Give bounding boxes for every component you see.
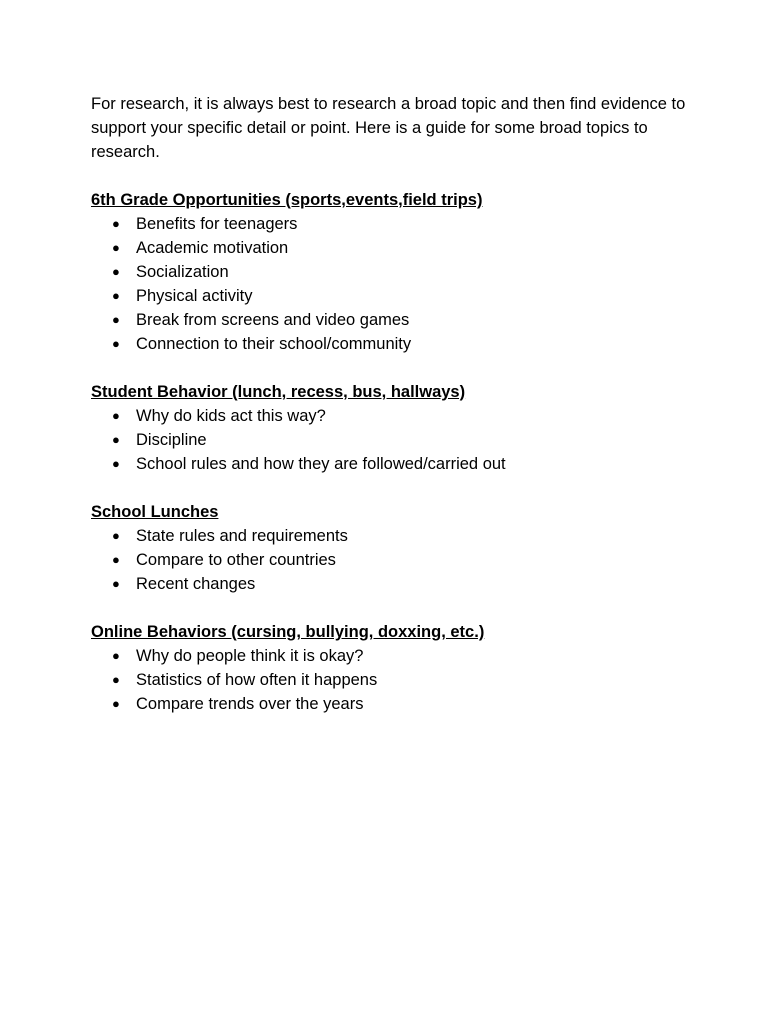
- bullet-icon: ●: [112, 432, 120, 447]
- list-item: [91, 332, 691, 356]
- bullet-icon: ●: [112, 696, 120, 711]
- section-school-lunches: [91, 500, 691, 596]
- bullet-icon: ●: [112, 552, 120, 567]
- bullet-icon: ●: [112, 288, 120, 303]
- list-item-text: State rules and requirements: [136, 527, 348, 545]
- bullet-icon: ●: [112, 672, 120, 687]
- list-item-text: Recent changes: [136, 575, 256, 593]
- list-item: [91, 524, 691, 548]
- bullet-list: [91, 404, 691, 476]
- section-title: Online Behaviors (cursing, bullying, doxxing, etc.): [91, 623, 485, 641]
- list-item-text: Connection to their school/community: [136, 335, 412, 353]
- bullet-list: [91, 644, 691, 716]
- list-item: [91, 404, 691, 428]
- list-item: [91, 236, 691, 260]
- list-item: [91, 284, 691, 308]
- list-item: [91, 308, 691, 332]
- bullet-icon: ●: [112, 576, 120, 591]
- bullet-icon: ●: [112, 648, 120, 663]
- list-item-text: Compare to other countries: [136, 551, 336, 569]
- list-item: [91, 428, 691, 452]
- section-student-behavior: [91, 380, 691, 476]
- bullet-icon: ●: [112, 240, 120, 255]
- list-item-text: School rules and how they are followed/carried out: [136, 455, 506, 473]
- section-title: 6th Grade Opportunities (sports,events,field trips): [91, 191, 483, 209]
- bullet-icon: ●: [112, 216, 120, 231]
- bullet-icon: ●: [112, 264, 120, 279]
- list-item-text: Socialization: [136, 263, 229, 281]
- section-title: School Lunches: [91, 503, 219, 521]
- list-item: [91, 692, 691, 716]
- list-item-text: Why do kids act this way?: [136, 407, 326, 425]
- list-item-text: Break from screens and video games: [136, 311, 410, 329]
- bullet-icon: ●: [112, 312, 120, 327]
- list-item: [91, 212, 691, 236]
- list-item-text: Discipline: [136, 431, 207, 449]
- list-item: [91, 644, 691, 668]
- list-item-text: Physical activity: [136, 287, 253, 305]
- bullet-list: [91, 524, 691, 596]
- list-item-text: Benefits for teenagers: [136, 215, 298, 233]
- list-item-text: Academic motivation: [136, 239, 289, 257]
- list-item: [91, 548, 691, 572]
- bullet-icon: ●: [112, 408, 120, 423]
- list-item-text: Why do people think it is okay?: [136, 647, 364, 665]
- list-item: [91, 452, 691, 476]
- bullet-icon: ●: [112, 336, 120, 351]
- bullet-icon: ●: [112, 456, 120, 471]
- bullet-icon: ●: [112, 528, 120, 543]
- bullet-list: [91, 212, 691, 356]
- document-page: [91, 92, 691, 716]
- list-item: [91, 572, 691, 596]
- intro-paragraph: For research, it is always best to research a broad topic and then find evidence to support your specific detail or point. Here is a guide for some broad topics to research.: [91, 95, 686, 161]
- section-title: Student Behavior (lunch, recess, bus, hallways): [91, 383, 466, 401]
- section-online-behaviors: [91, 620, 691, 716]
- section-6th-grade-opportunities: [91, 188, 691, 356]
- list-item: [91, 668, 691, 692]
- list-item: [91, 260, 691, 284]
- list-item-text: Compare trends over the years: [136, 695, 364, 713]
- list-item-text: Statistics of how often it happens: [136, 671, 378, 689]
